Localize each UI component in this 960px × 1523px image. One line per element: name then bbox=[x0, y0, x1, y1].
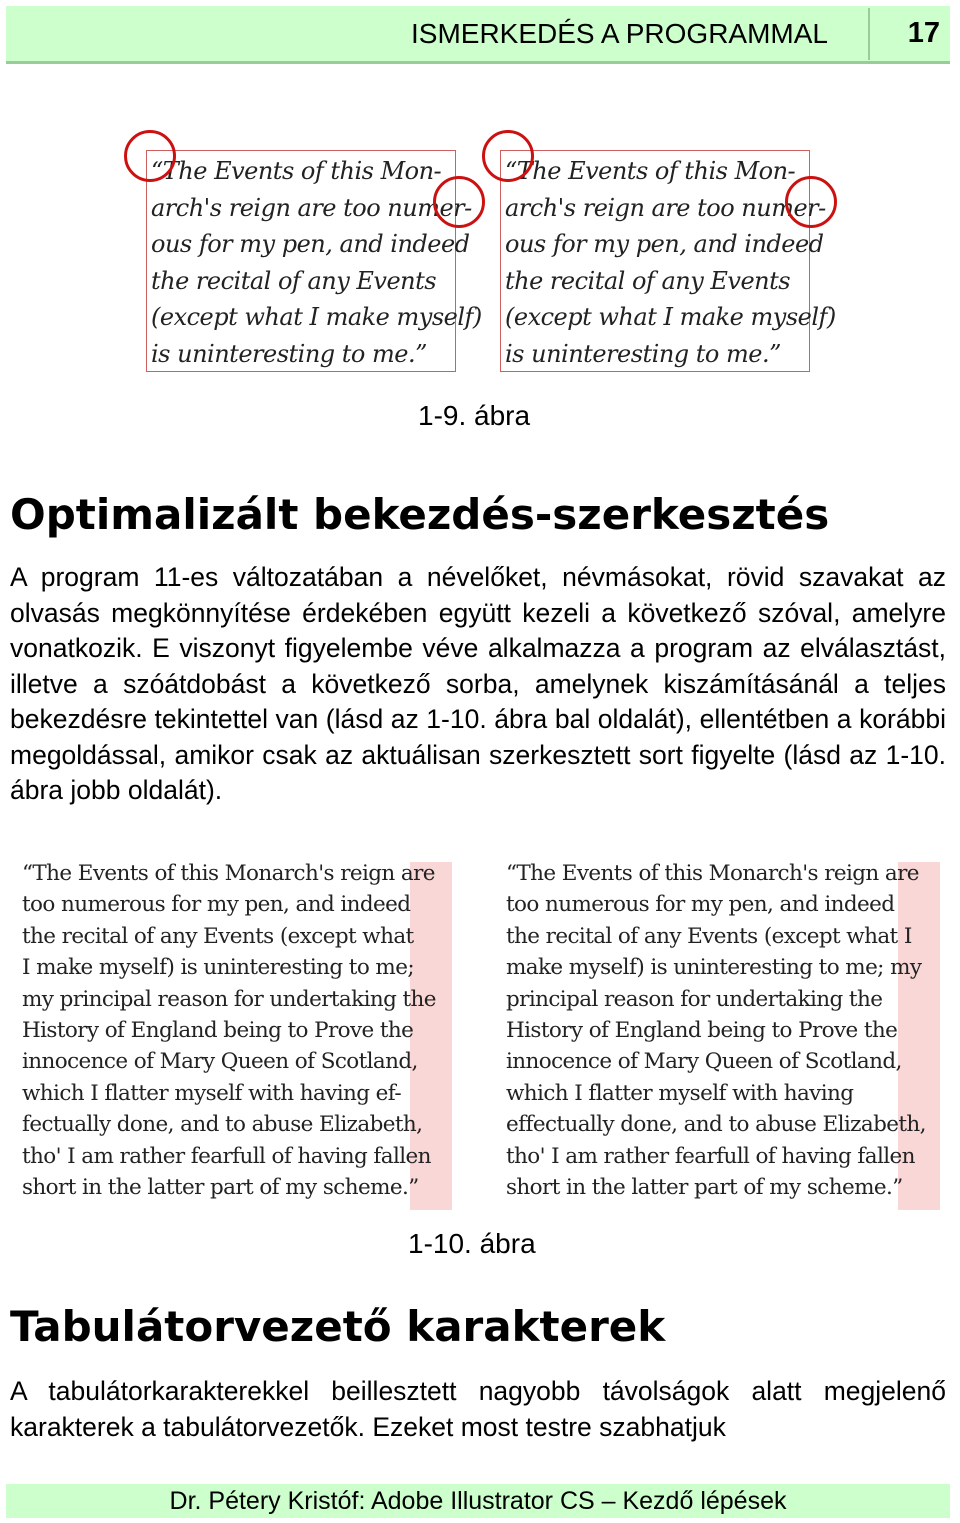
figure-text-line: “The Events of this Mon- bbox=[151, 157, 442, 185]
highlight-circle bbox=[124, 130, 176, 182]
highlight-circle bbox=[785, 176, 837, 228]
figure-text-line: which I flatter myself with having bbox=[506, 1080, 854, 1106]
section-body: A program 11-es változatában a névelőket, névmásokat, rövid szavakat az olvasás megkönnyítése érdekében együtt kezeli a következő szóval, amelyre vonatkozik. E viszonyt figyelembe véve alkalmazza a program az elválasztást, illetve a szóátdobást a következő sorba, amelynek kiszámításánál a teljes bekezdésre tekintettel van (lásd az 1-10. ábra bal oldalát), ellentétben a korábbi megoldással, amikor csak az aktuálisan szerkesztett sort figyelte (lásd az 1-10. ábra jobb oldalát). bbox=[10, 562, 946, 805]
figure-9-right-textbox bbox=[500, 150, 836, 372]
header-divider bbox=[868, 8, 870, 60]
figure-text-line: arch's reign are too numer- bbox=[505, 193, 826, 222]
figure-text-line: arch's reign are too numer- bbox=[151, 193, 472, 222]
figure-text-line: ous for my pen, and indeed bbox=[505, 230, 824, 258]
figure-text-line: short in the latter part of my scheme.” bbox=[506, 1175, 903, 1201]
figure-9-left bbox=[124, 128, 482, 378]
figure-10-left bbox=[22, 858, 472, 1214]
figure-text-line: which I flatter myself with having ef- bbox=[22, 1080, 402, 1106]
figure-text-line: the recital of any Events bbox=[505, 266, 791, 295]
figure-text-line: History of England being to Prove the bbox=[506, 1018, 898, 1044]
figure-text-line: History of England being to Prove the bbox=[22, 1018, 414, 1044]
figure-text-line: too numerous for my pen, and indeed bbox=[22, 892, 411, 918]
figure-text-line: tho' I am rather fearfull of having fallen bbox=[22, 1143, 431, 1169]
figure-9-right-lines bbox=[505, 153, 836, 372]
figure-text-line: principal reason for undertaking the bbox=[506, 986, 883, 1012]
section-heading: Tabulátorvezető karakterek bbox=[10, 1302, 666, 1351]
figure-text-line: the recital of any Events (except what I bbox=[506, 923, 912, 949]
figure-9-right bbox=[478, 128, 836, 378]
figure-10-left-lines bbox=[22, 858, 436, 1203]
figure-10-caption: 1-10. ábra bbox=[408, 1228, 536, 1259]
figure-text-line: the recital of any Events (except what bbox=[22, 923, 414, 949]
figure-text-line: “The Events of this Monarch's reign are bbox=[506, 861, 919, 886]
figure-text-line: short in the latter part of my scheme.” bbox=[22, 1175, 419, 1201]
figure-text-line: effectually done, and to abuse Elizabeth, bbox=[506, 1112, 926, 1138]
figure-text-line: fectually done, and to abuse Elizabeth, bbox=[22, 1112, 423, 1138]
page-number: 17 bbox=[907, 17, 940, 49]
figure-text-line: too numerous for my pen, and indeed bbox=[506, 892, 895, 918]
figure-text-line: ous for my pen, and indeed bbox=[151, 230, 470, 258]
figure-text-line: (except what I make myself) bbox=[505, 303, 836, 331]
header-title: ISMERKEDÉS A PROGRAMMAL bbox=[411, 18, 828, 49]
figure-text-line: is uninteresting to me.” bbox=[151, 339, 427, 368]
figure-10-right-lines bbox=[506, 858, 926, 1203]
figure-text-line: my principal reason for undertaking the bbox=[22, 986, 436, 1012]
figure-9-left-lines bbox=[151, 153, 482, 372]
page-footer bbox=[6, 1484, 950, 1518]
figure-text-line: tho' I am rather fearfull of having fallen bbox=[506, 1143, 915, 1169]
figure-text-line: is uninteresting to me.” bbox=[505, 339, 781, 368]
figure-10-right bbox=[506, 858, 956, 1214]
page-header bbox=[6, 6, 950, 64]
figure-text-line: “The Events of this Mon- bbox=[505, 157, 796, 185]
figure-text-line: make myself) is uninteresting to me; my bbox=[506, 955, 922, 981]
figure-9-caption: 1-9. ábra bbox=[418, 400, 531, 431]
figure-text-line: innocence of Mary Queen of Scotland, bbox=[22, 1049, 418, 1075]
figure-text-line: innocence of Mary Queen of Scotland, bbox=[506, 1049, 902, 1075]
figure-text-line: (except what I make myself) bbox=[151, 303, 482, 331]
footer-text: Dr. Pétery Kristóf: Adobe Illustrator CS – Kezdő lépések bbox=[169, 1487, 787, 1515]
section-heading: Optimalizált bekezdés-szerkesztés bbox=[10, 490, 830, 539]
figure-text-line: the recital of any Events bbox=[151, 266, 437, 295]
section-body: A tabulátorkarakterekkel beillesztett nagyobb távolságok alatt megjelenő karakterek a tabulátorvezetők. Ezeket most testre szabhatjuk bbox=[10, 1376, 946, 1442]
figure-text-line: I make myself) is uninteresting to me; bbox=[22, 955, 414, 981]
highlight-circle bbox=[482, 130, 534, 182]
figure-9-left-textbox bbox=[146, 150, 482, 372]
figure-text-line: “The Events of this Monarch's reign are bbox=[22, 861, 435, 886]
